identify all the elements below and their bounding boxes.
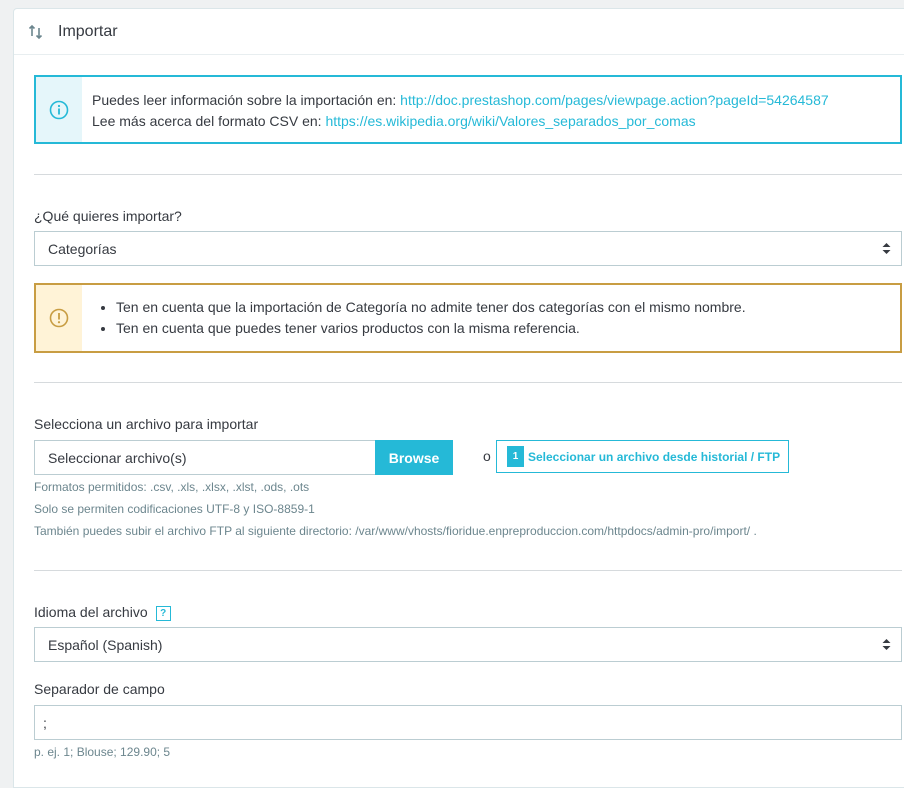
or-label: o: [483, 448, 491, 464]
help-question-icon[interactable]: ?: [156, 606, 171, 621]
separator-value: ;: [43, 714, 47, 731]
select-caret-icon: [882, 242, 891, 255]
warning-alert: [34, 283, 902, 353]
separator-label: Separador de campo: [34, 681, 165, 697]
browse-button[interactable]: Browse: [375, 440, 453, 475]
panel-heading: [14, 9, 904, 55]
divider: [34, 174, 902, 175]
file-label: Selecciona un archivo para importar: [34, 416, 259, 432]
warning-circle-icon: [36, 285, 82, 351]
warning-list: [82, 285, 746, 351]
warning-item: • Ten en cuenta que puedes tener varios productos con la misma referencia.: [116, 318, 746, 339]
help-encoding: Solo se permiten codificaciones UTF-8 y ISO-8859-1: [34, 502, 315, 516]
file-input[interactable]: [34, 440, 376, 475]
help-ftp-directory: También puedes subir el archivo FTP al siguiente directorio: /var/www/vhosts/fioridue.enpreproduccion.com/httpdocs/admin-pro/import/ .: [34, 524, 757, 538]
import-type-select[interactable]: [34, 231, 902, 266]
history-ftp-button[interactable]: [496, 440, 789, 473]
prestashop-doc-link[interactable]: http://doc.prestashop.com/pages/viewpage.action?pageId=54264587: [400, 92, 829, 108]
language-value: Español (Spanish): [48, 636, 163, 653]
info-circle-icon: [36, 77, 82, 142]
import-arrows-icon: [28, 24, 44, 40]
import-type-label: ¿Qué quieres importar?: [34, 208, 182, 224]
info-alert: [34, 75, 902, 144]
language-label-row: [34, 604, 171, 621]
separator-input[interactable]: [34, 705, 902, 740]
import-panel: [13, 8, 904, 788]
help-formats: Formatos permitidos: .csv, .xls, .xlsx, .xlst, .ods, .ots: [34, 480, 310, 494]
select-caret-icon: [882, 638, 891, 651]
language-select[interactable]: [34, 627, 902, 662]
history-ftp-label: Seleccionar un archivo desde historial / FTP: [528, 449, 781, 464]
file-placeholder: Seleccionar archivo(s): [48, 449, 187, 466]
info-line-1: Puedes leer información sobre la importación en: http://doc.prestashop.com/pages/viewpage.action?pageId=54264587: [92, 92, 829, 108]
warning-item: • Ten en cuenta que la importación de Categoría no admite tener dos categorías con el mismo nombre.: [116, 297, 746, 318]
divider: [34, 570, 902, 571]
info-line-2: Lee más acerca del formato CSV en: https://es.wikipedia.org/wiki/Valores_separados_por_comas: [92, 113, 696, 129]
panel-title: Importar: [58, 22, 118, 40]
divider: [34, 382, 902, 383]
separator-help: p. ej. 1; Blouse; 129.90; 5: [34, 745, 171, 759]
import-type-value: Categorías: [48, 240, 117, 257]
csv-wikipedia-link[interactable]: https://es.wikipedia.org/wiki/Valores_separados_por_comas: [325, 113, 696, 129]
language-label: Idioma del archivo: [34, 604, 148, 620]
history-count-badge: 1: [507, 446, 524, 467]
